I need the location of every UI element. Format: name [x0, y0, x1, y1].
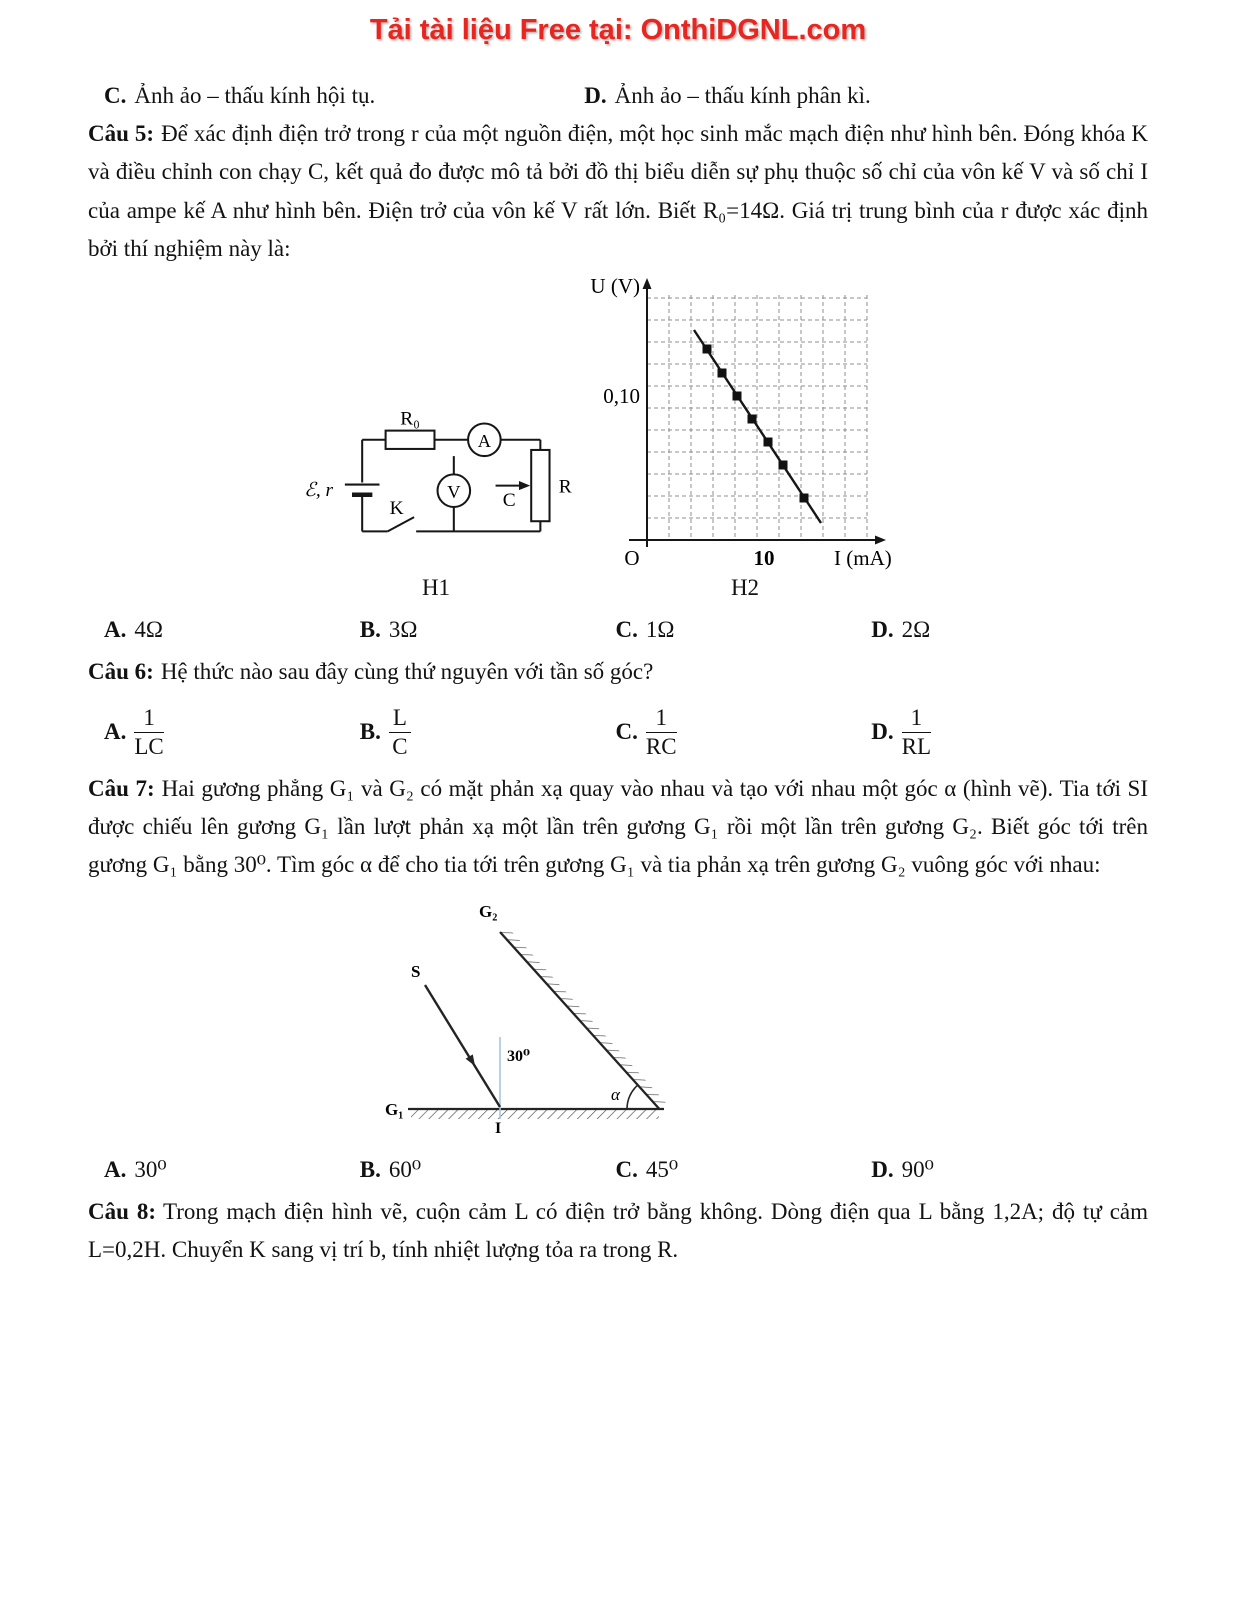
option-b [360, 617, 616, 643]
alpha-label: α [611, 1084, 620, 1104]
fraction-numerator: L [389, 705, 411, 733]
option-text: 1Ω [645, 616, 675, 642]
resistor-r0-label: R₀ [400, 408, 420, 430]
mirror-g1-hatching [411, 1110, 659, 1119]
fraction [134, 705, 163, 760]
option-text: Ảnh ảo – thấu kính hội tụ. [134, 83, 376, 108]
question-8-body: Trong mạch điện hình vẽ, cuộn cảm L có điện trở bằng không. Dòng điện qua L bằng 1,2A; độ tự cảm L=0,2H. Chuyển K sang vị trí b, tính nhiệt lượng tỏa ra trong R. [88, 1198, 1149, 1263]
resistor-r0-symbol [386, 430, 435, 448]
option-c [616, 617, 872, 643]
fraction [389, 705, 411, 760]
y-axis-label: U (V) [590, 274, 640, 298]
question-7-label: Câu 7: [88, 775, 155, 801]
switch-blade [388, 517, 414, 531]
circuit-diagram [296, 408, 576, 553]
fraction-numerator: 1 [646, 705, 677, 733]
question-6-body: Hệ thức nào sau đây cùng thứ nguyên với tần số góc? [160, 658, 654, 684]
x-axis-label: I (mA) [834, 545, 892, 570]
option-label: D. [871, 719, 894, 745]
option-label: B. [359, 616, 381, 642]
option-label: C. [104, 83, 127, 108]
fraction-numerator: 1 [134, 705, 163, 733]
option-label: C. [615, 1156, 638, 1182]
question-7-body: Hai gương phẳng G₁ và G₂ có mặt phản xạ quay vào nhau và tạo với nhau một góc α (hình vẽ). Tia tới SI được chiếu lên gương G₁ lần lượt phản xạ một lần trên gương G₁ rồi một lần trên gương G₂. Biết góc tới trên gương G₁ bằng 30⁰. Tìm góc α để cho tia tới trên gương G₁ và tia phản xạ trên gương G₂ vuông góc với nhau: [88, 775, 1148, 878]
option-d [584, 83, 871, 109]
option-text: 2Ω [901, 616, 931, 642]
option-text: 60⁰ [388, 1156, 422, 1182]
option-text: Ảnh ảo – thấu kính phân kì. [614, 83, 871, 108]
option-label: D. [871, 616, 894, 642]
mirror-g2-hatching [500, 926, 666, 1109]
voltmeter-label: V [447, 481, 461, 502]
option-text: 3Ω [388, 616, 418, 642]
option-a [104, 705, 360, 760]
fraction-numerator: 1 [902, 705, 931, 733]
option-c [616, 1157, 872, 1183]
y-tick-label: 0,10 [603, 383, 640, 408]
mirror-g1-label: G₁ [385, 1099, 404, 1119]
option-label: D. [871, 1156, 894, 1182]
rheostat-label: R [558, 476, 572, 498]
mirror-figure [383, 897, 683, 1135]
question-6-text [88, 653, 1148, 691]
incident-ray [425, 985, 500, 1107]
option-label: A. [104, 719, 127, 745]
fraction-denominator: C [392, 733, 408, 759]
prev-options-row [104, 83, 1148, 109]
fraction-denominator: RC [645, 733, 677, 759]
option-b [360, 705, 616, 760]
question-5-body: Để xác định điện trở trong r của một nguồn điện, một học sinh mắc mạch điện như hình bên. Đóng khóa K và điều chỉnh con chạy C, kết quả đo được mô tả bởi đồ thị biểu diễn sự phụ thuộc số chỉ của vôn kế V và số chỉ I của ampe kế A như hình bên. Điện trở của vôn kế V rất lớn. Biết R₀=14Ω. Giá trị trung bình của r được xác định bởi thí nghiệm này là: [88, 121, 1148, 262]
question-7-options [104, 1157, 1148, 1183]
alpha-angle-arc [627, 1085, 638, 1109]
option-label: A. [104, 1156, 127, 1182]
option-text: 90⁰ [901, 1156, 934, 1182]
incident-angle-label: 30⁰ [507, 1047, 531, 1065]
circuit-figure-block [296, 408, 576, 601]
mirror-figure-block [383, 897, 1148, 1141]
option-a [104, 617, 360, 643]
origin-label: O [624, 545, 640, 570]
fraction-denominator: RL [901, 733, 932, 759]
option-text: 4Ω [134, 616, 163, 642]
question-5-options [104, 617, 1148, 643]
x-tick-label: 10 [753, 545, 775, 570]
header-title: Tải tài liệu Free tại: OnthiDGNL.com [369, 14, 867, 46]
uv-graph [584, 275, 906, 575]
mirror-g2-label: G₂ [479, 901, 498, 921]
option-d [871, 617, 1127, 643]
graph-grid [647, 295, 867, 540]
option-d [871, 1157, 1127, 1183]
switch-label: K [389, 497, 404, 519]
ammeter-label: A [477, 430, 491, 451]
option-label: B. [359, 719, 381, 745]
mirror-g2-group [500, 926, 666, 1109]
option-label: C. [615, 719, 638, 745]
option-label: C. [615, 616, 638, 642]
option-c [616, 705, 872, 760]
fraction [902, 705, 931, 760]
slider-arrowhead [519, 481, 530, 490]
question-5-figures [296, 275, 1148, 601]
source-point-label: S [411, 961, 421, 981]
option-d [871, 705, 1127, 760]
question-8-label: Câu 8: [88, 1198, 156, 1224]
incidence-point-label: I [495, 1119, 502, 1135]
option-label: B. [359, 1156, 381, 1182]
rheostat-symbol [531, 450, 549, 521]
option-label: D. [584, 83, 607, 108]
question-6-options [104, 705, 1148, 760]
slider-label: C [502, 489, 516, 511]
option-a [104, 1157, 360, 1183]
x-axis-arrowhead [875, 535, 886, 544]
circuit-caption: H1 [421, 574, 451, 600]
option-b [360, 1157, 616, 1183]
question-8-text [88, 1193, 1148, 1270]
option-text: 30⁰ [134, 1156, 167, 1182]
y-axis-arrowhead [643, 278, 652, 289]
option-label: A. [104, 616, 127, 642]
option-text: 45⁰ [645, 1156, 679, 1182]
option-c [104, 83, 584, 109]
mirror-g2-line [500, 932, 659, 1109]
question-7-text [88, 770, 1148, 885]
question-5-text [88, 115, 1148, 269]
graph-caption: H2 [730, 574, 760, 600]
question-5-label: Câu 5: [88, 121, 155, 146]
fraction [646, 705, 677, 760]
source-label: ℰ, r [304, 479, 334, 501]
ray-arrowhead [466, 1054, 475, 1066]
fraction-denominator: LC [134, 733, 164, 759]
graph-figure-block [584, 275, 906, 601]
question-6-label: Câu 6: [88, 658, 154, 684]
